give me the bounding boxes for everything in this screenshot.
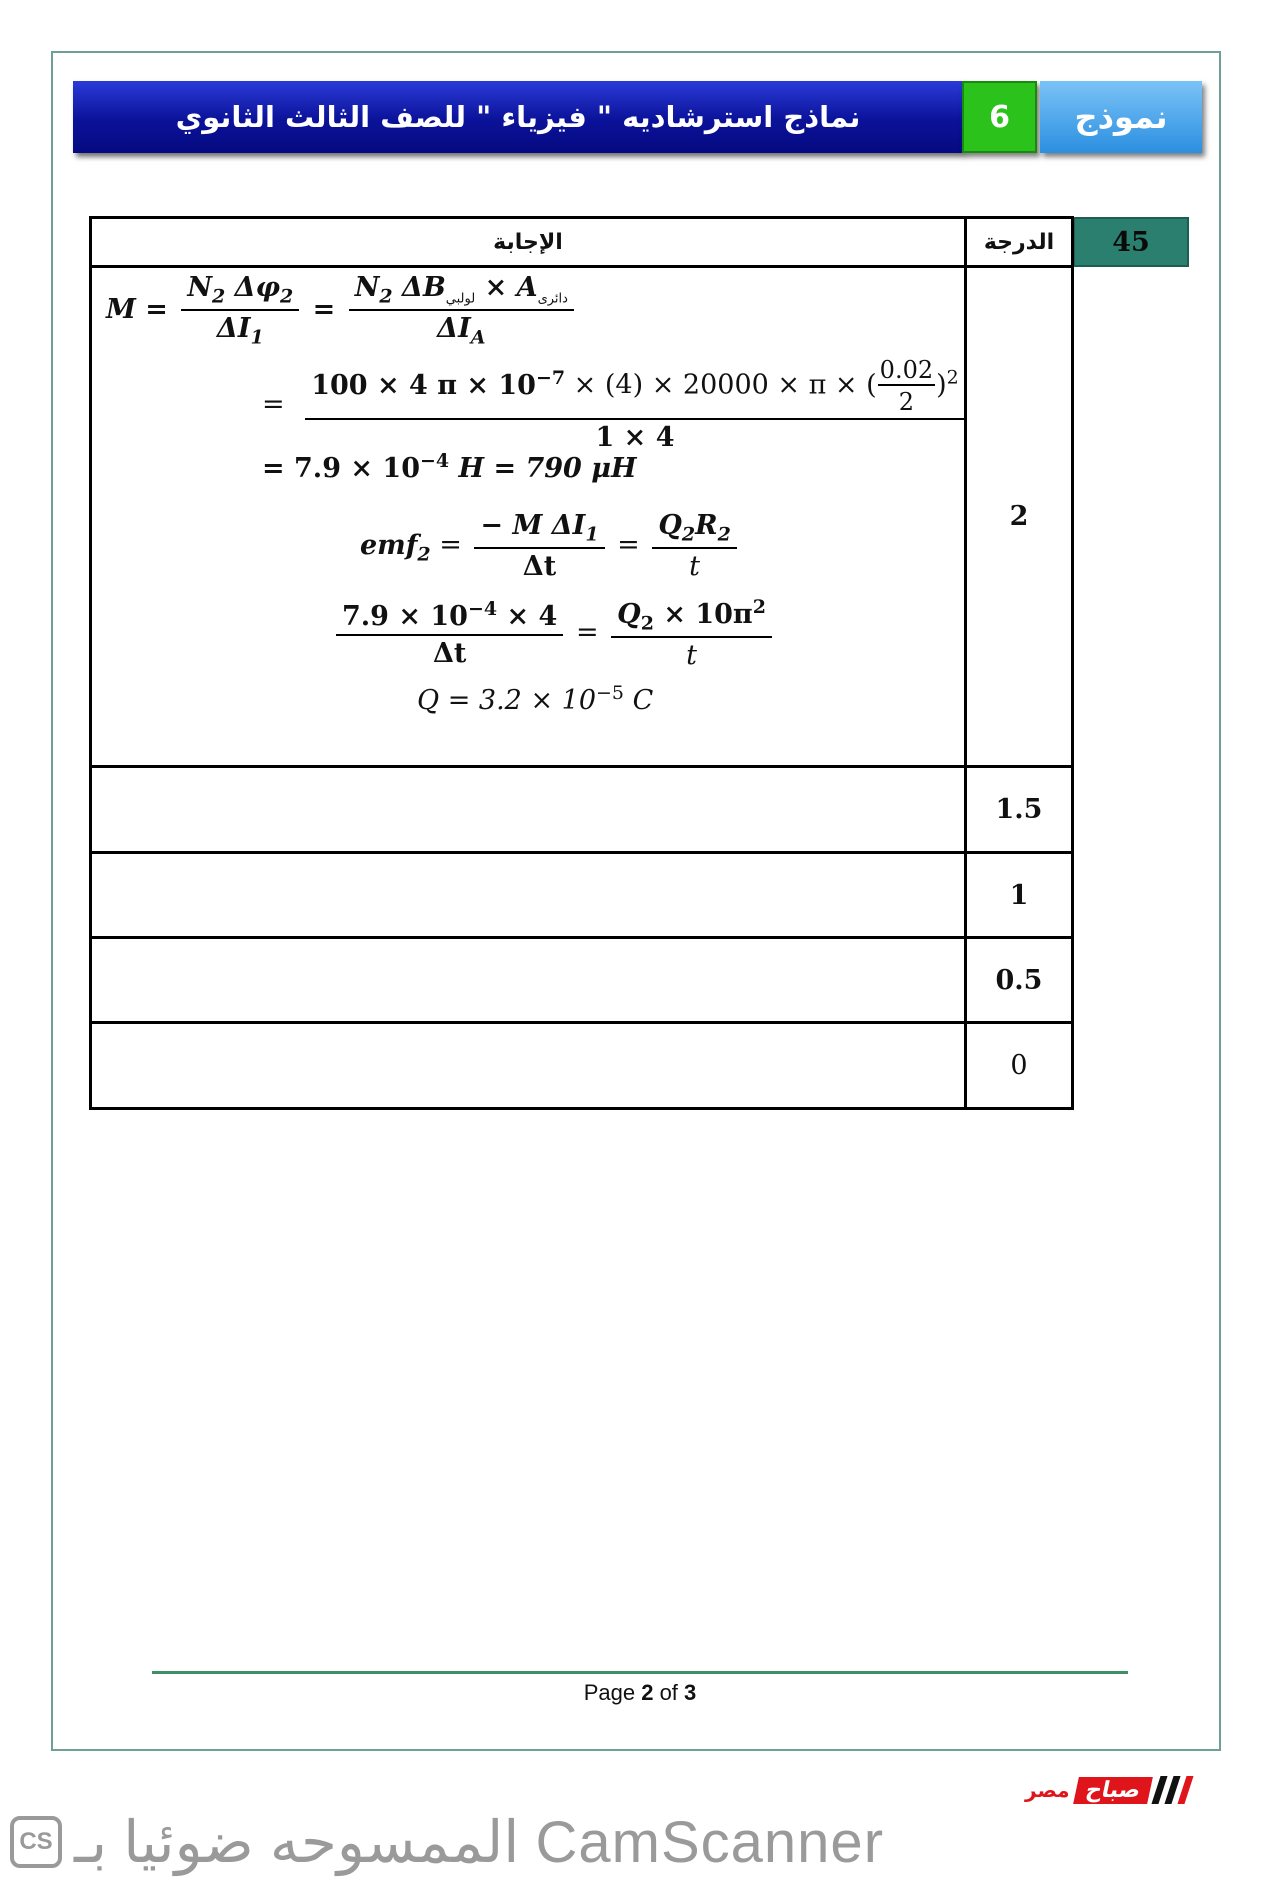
- grade-cell: 1: [966, 853, 1073, 938]
- math-line-4: emf$_2$ = $\frac{- M \Delta I_1}{\Delta t}$ = $\frac{Q_2R_2}{t}$: [360, 510, 741, 582]
- table-row: [91, 853, 1073, 938]
- math-m-lhs: M =: [106, 293, 168, 325]
- table-row: [91, 938, 1073, 1023]
- answer-cell: [91, 267, 966, 767]
- answer-cell: [91, 767, 966, 853]
- math-line-6: $Q = 3.2 \times 10^{-5}$ C: [417, 682, 654, 716]
- answer-cell: [91, 853, 966, 938]
- question-number: 45: [1073, 217, 1189, 267]
- header-title: نماذج استرشاديه " فيزياء " للصف الثالث الثانوي: [73, 81, 963, 153]
- logo-red: صباح: [1073, 1777, 1153, 1804]
- math-line-2: = 100 × 4 $\pi \times 10^{-7} \times (4) \times 20000 \times \pi$ × ( $\frac{0.02}{2}$ )$^2$ 1 × 4: [262, 356, 969, 453]
- grade-cell: 1.5: [966, 767, 1073, 853]
- table-row: [91, 1023, 1073, 1109]
- answer-cell: [91, 1023, 966, 1109]
- math-frac: $\frac{Q_2R_2}{t}$: [652, 510, 736, 582]
- math-line-1: M = $\frac{N_2 \Delta\varphi_2}{\Delta I_1}$ = $\frac{N_2 \Delta B_{لولبي} \times A_{دائرى}}{\Delta I_A}$: [106, 272, 578, 349]
- answer-cell: [91, 938, 966, 1023]
- logo-word: مصر: [1025, 1778, 1070, 1802]
- brand-logo: [1025, 1772, 1189, 1808]
- table-row: [91, 767, 1073, 853]
- table-header-row: [91, 218, 1073, 267]
- model-label: نموذج: [1040, 81, 1202, 153]
- grade-cell: 2: [966, 267, 1073, 767]
- logo-slash-icon: [1177, 1776, 1193, 1804]
- math-frac: $\frac{N_2 \Delta B_{لولبي} \times A_{دائرى}}{\Delta I_A}$: [349, 272, 574, 349]
- math-frac: $\frac{Q_2 \times 10\pi^2}{t}$: [611, 596, 772, 671]
- grade-cell: 0: [966, 1023, 1073, 1109]
- math-line-5: $\frac{7.9 \times 10^{-4} \times 4}{\Delta t}$ = $\frac{Q_2 \times 10\pi^2}{t}$: [332, 596, 776, 671]
- camscanner-icon: CS: [10, 1816, 62, 1868]
- math-frac: 100 × 4 $\pi \times 10^{-7} \times (4) \times 20000 \times \pi$ × ( $\frac{0.02}{2}$ )$^2$ 1 × 4: [305, 356, 965, 453]
- model-number: 6: [962, 81, 1037, 153]
- math-frac: $\frac{N_2 \Delta\varphi_2}{\Delta I_1}$: [181, 272, 299, 349]
- page-number: Page 2 of 3: [583, 1680, 697, 1705]
- math-frac: $\frac{7.9 \times 10^{-4} \times 4}{\Delta t}$: [336, 598, 563, 669]
- col-grade-header: الدرجة: [966, 218, 1073, 267]
- grade-cell: 0.5: [966, 938, 1073, 1023]
- footer-divider: [152, 1671, 1128, 1674]
- col-answer-header: الإجابة: [91, 218, 966, 267]
- camscanner-watermark: [10, 1808, 884, 1876]
- math-frac: $\frac{- M \Delta I_1}{\Delta t}$: [474, 510, 604, 582]
- camscanner-text: الممسوحه ضوئيا بـ CamScanner: [74, 1810, 885, 1875]
- table-row: [91, 267, 1073, 767]
- answer-table: [89, 216, 1074, 1110]
- math-line-3: = $7.9 \times 10^{-4}$ H = 790 μH: [262, 450, 637, 484]
